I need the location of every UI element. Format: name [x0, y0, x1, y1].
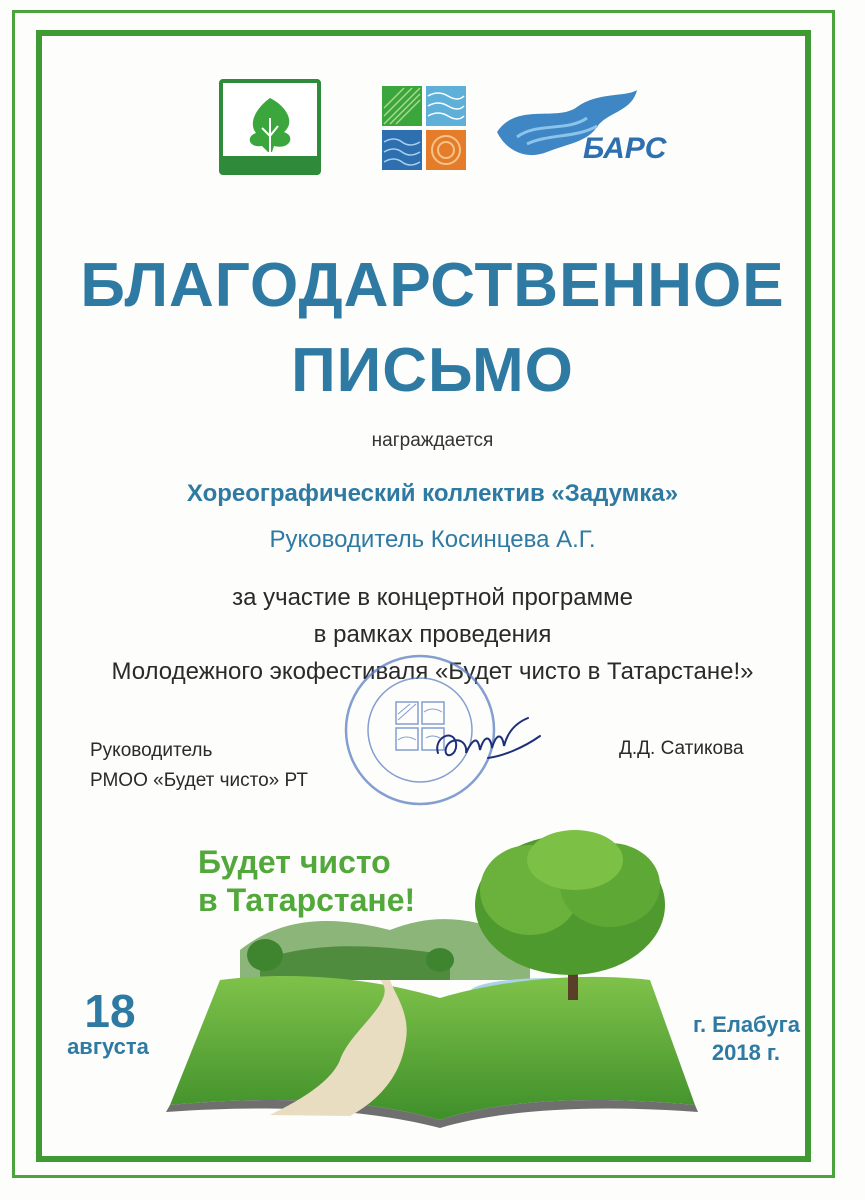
awarded-label: награждается	[371, 430, 494, 451]
reason-line-2: в рамках проведения	[313, 621, 552, 648]
date-month: августа	[67, 1034, 149, 1059]
ministry-logo	[218, 78, 322, 176]
logo-row	[0, 70, 865, 190]
budet-chisto-logo	[378, 76, 470, 184]
signatory-name: Д.Д. Сатикова	[619, 738, 744, 759]
signatory-position-line-2: РМОО «Будет чисто» РТ	[90, 770, 308, 791]
reason-line-1: за участие в концертной программе	[232, 584, 633, 611]
festival-slogan	[198, 843, 415, 919]
event-year: 2018 г.	[711, 1040, 780, 1065]
signatory-position	[90, 736, 308, 796]
recipient-leader: Руководитель Косинцева А.Г.	[269, 526, 596, 553]
svg-text:БАРС: БАРС	[583, 132, 667, 165]
signature	[428, 708, 548, 778]
signatory-position-line-1: Руководитель	[90, 740, 213, 761]
event-place: г. Елабуга	[692, 1012, 800, 1037]
date-day: 18	[84, 985, 136, 1037]
slogan-line-2: в Татарстане!	[198, 882, 416, 918]
document-title-line-2: ПИСЬМО	[291, 336, 574, 405]
recipient-name: Хореографический коллектив «Задумка»	[186, 480, 679, 507]
slogan-line-1: Будет чисто	[198, 844, 391, 880]
bars-youth-center-logo	[487, 82, 667, 174]
document-title-line-1: БЛАГОДАРСТВЕННОЕ	[80, 251, 785, 320]
reason-line-3: Молодежного экофестиваля «Будет чисто в Татарстане!»	[111, 658, 754, 685]
